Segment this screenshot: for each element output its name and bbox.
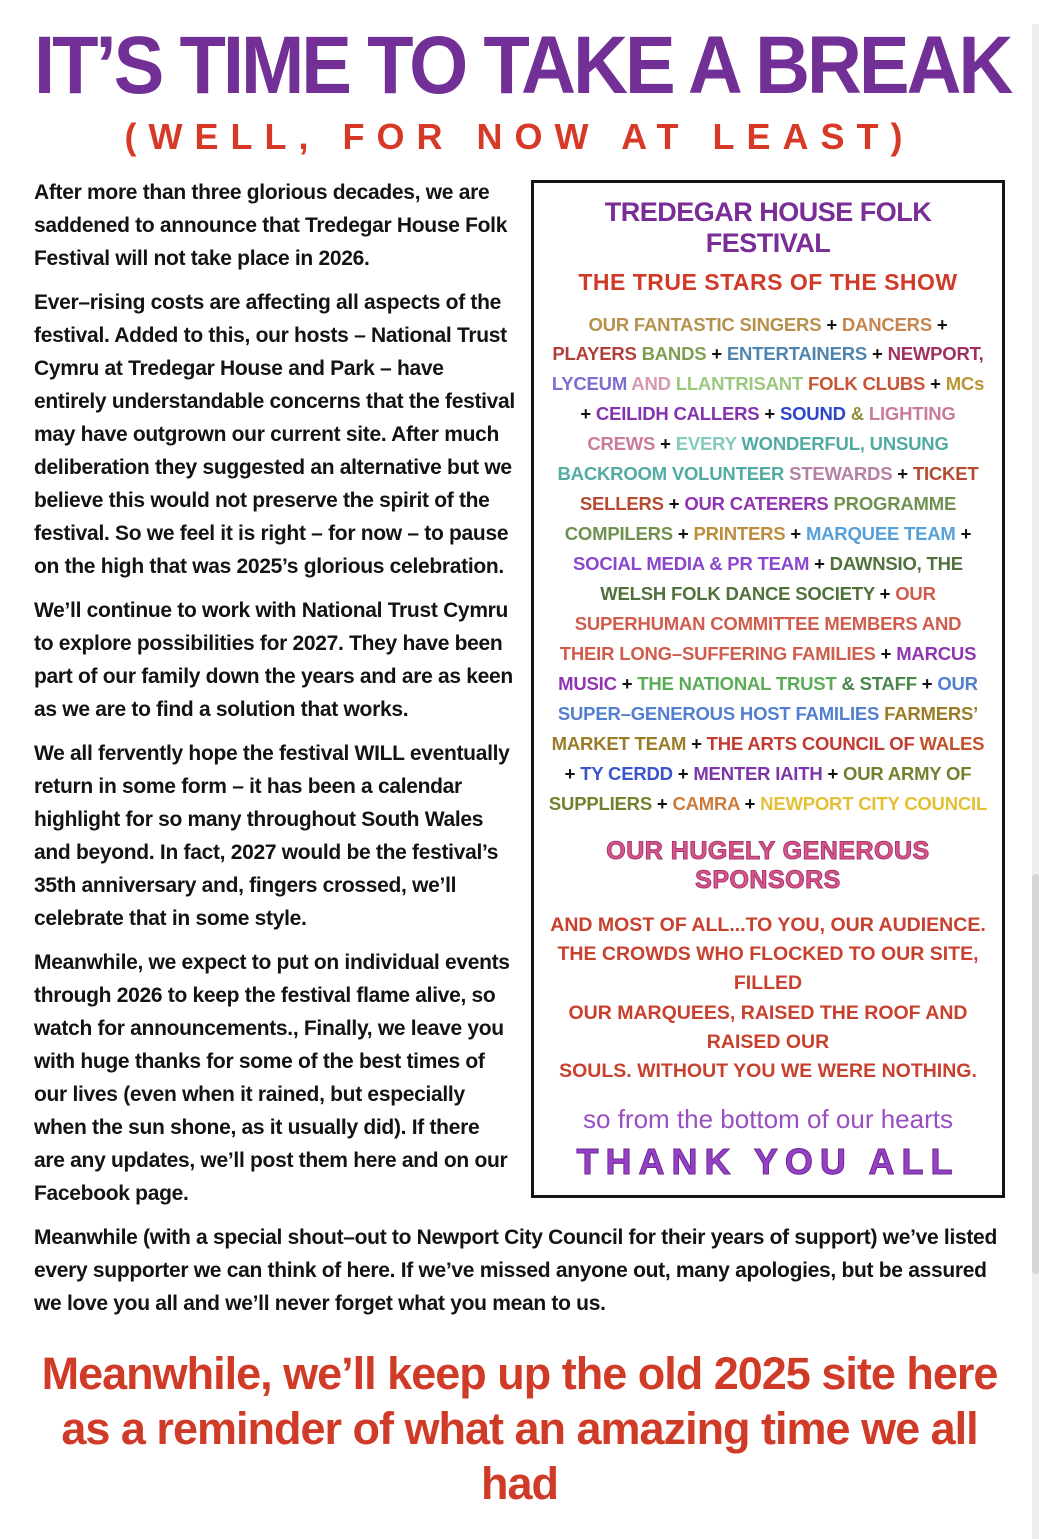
credit-segment: CAMRA: [672, 793, 740, 815]
credit-segment: STEWARDS: [789, 463, 893, 485]
credit-segment: +: [660, 433, 671, 455]
credit-segment: +: [827, 763, 839, 785]
credit-segment: +: [814, 553, 825, 575]
credit-segment: TICKET SELLERS: [579, 463, 979, 515]
credit-segment: LIGHTING CREWS: [587, 403, 956, 455]
credit-segment: LYCEUM: [551, 373, 628, 395]
credit-segment: +: [960, 523, 972, 545]
paragraph: Meanwhile, we expect to put on individual events through 2026 to keep the festival flame alive, so watch for announcements., Finally, we leave you with huge thanks for some of the best times of our lives (even when it rained, but especially when the sun shone, as it usually did). If there are any updates, we’ll post them here and on our Facebook page.: [34, 950, 510, 1205]
credit-segment: DANCERS: [841, 313, 932, 335]
thank-you-heading: THANK YOU ALL: [576, 1141, 960, 1183]
credit-segment: &: [850, 403, 864, 425]
credit-segment: PLAYERS: [552, 343, 637, 365]
credit-segment: +: [677, 523, 689, 545]
audience-tribute: AND MOST OF ALL...TO YOU, OUR AUDIENCE. THE CROWDS WHO FLOCKED TO OUR SITE, FILLED OUR MARQUEES, RAISED THE ROOF AND RAISED OUR SOULS. WITHOUT YOU WE WERE NOTHING.: [550, 913, 986, 1083]
credit-segment: +: [580, 403, 591, 425]
credit-segment: DAWNSIO, THE WELSH FOLK DANCE SOCIETY: [600, 553, 963, 605]
paragraph: We all fervently hope the festival WILL eventually return in some form – it has been a calendar highlight for so many throughout South Wales and beyond. In fact, 2027 would be the festival’s 35th anniversary and, fingers crossed, we’ll celebrate that in some style.: [34, 741, 510, 930]
credit-segment: +: [711, 343, 722, 365]
credit-segment: LLANTRISANT: [675, 373, 804, 395]
credit-segment: OUR ARMY OF SUPPLIERS: [548, 763, 972, 815]
panel-title: TREDEGAR HOUSE FOLK FESTIVAL: [604, 196, 932, 258]
scrollbar-track[interactable]: [1032, 24, 1039, 1539]
credit-segment: NEWPORT CITY COUNCIL: [760, 793, 988, 815]
credit-segment: +: [764, 403, 775, 425]
credit-segment: OUR SUPERHUMAN COMMITTEE MEMBERS AND THEIR LONG–SUFFERING FAMILIES: [559, 583, 962, 665]
credit-segment: +: [880, 643, 892, 665]
page-title: IT’S TIME TO TAKE A BREAK: [34, 19, 1011, 112]
paragraph: Meanwhile (with a special shout–out to Newport City Council for their years of support) we’ve listed every supporter we can think of here. If we’ve missed anyone out, many apologies, but be assured we love you all and we’ll never forget what you mean to us.: [34, 1225, 997, 1315]
credit-segment: +: [930, 373, 941, 395]
credit-segment: ENTERTAINERS: [726, 343, 868, 365]
credit-segment: OUR CATERERS: [684, 493, 829, 515]
panel-subtitle: THE TRUE STARS OF THE SHOW: [578, 268, 958, 295]
credit-segment: THE ARTS COUNCIL OF: [706, 733, 915, 755]
credit-segment: +: [691, 733, 702, 755]
credit-segment: OUR SUPER–GENEROUS HOST FAMILIES: [557, 673, 978, 725]
credit-segment: +: [897, 463, 908, 485]
credit-segment: PROGRAMME COMPILERS: [564, 493, 957, 545]
paragraph: We’ll continue to work with National Trust Cymru to explore possibilities for 2027. They have been part of our family down the years and are as keen as we are to find a solution that works.: [34, 598, 513, 721]
credit-segment: +: [921, 673, 933, 695]
credit-segment: +: [668, 493, 680, 515]
content-area: [34, 176, 1005, 1320]
credit-segment: FARMERS’ MARKET TEAM: [551, 703, 979, 755]
credit-segment: +: [564, 763, 576, 785]
credits-list: [546, 310, 990, 819]
closing-heading: Meanwhile, we’ll keep up the old 2025 site here as a reminder of what an amazing time we all had: [41, 1347, 998, 1509]
credit-segment: +: [744, 793, 756, 815]
credit-segment: +: [790, 523, 801, 545]
credit-segment: THE NATIONAL TRUST: [637, 673, 837, 695]
credit-segment: WALES: [919, 733, 985, 755]
credit-segment: MCs: [945, 373, 985, 395]
sponsors-heading: OUR HUGELY GENEROUS SPONSORS: [606, 836, 930, 894]
credit-segment: PRINTERS: [693, 523, 786, 545]
credit-segment: +: [872, 343, 883, 365]
credit-segment: AND: [631, 373, 671, 395]
credit-segment: +: [621, 673, 633, 695]
credit-segment: BANDS: [641, 343, 707, 365]
credit-segment: MARQUEE TEAM: [805, 523, 956, 545]
credit-segment: +: [677, 763, 689, 785]
credit-segment: SOUND: [779, 403, 846, 425]
credit-segment: +: [936, 313, 948, 335]
credit-segment: FOLK CLUBS: [807, 373, 926, 395]
announcement-page: [0, 19, 1039, 1539]
credit-segment: & STAFF: [841, 673, 917, 695]
credit-segment: MARCUS MUSIC: [558, 643, 977, 695]
hearts-line: so from the bottom of our hearts: [583, 1104, 953, 1135]
page-subtitle: (WELL, FOR NOW AT LEAST): [124, 115, 915, 157]
paragraph: After more than three glorious decades, we are saddened to announce that Tredegar House Folk Festival will not take place in 2026.: [34, 180, 508, 270]
credit-segment: WONDERFUL, UNSUNG BACKROOM VOLUNTEER: [557, 433, 949, 485]
credit-segment: +: [879, 583, 891, 605]
credit-segment: +: [826, 313, 837, 335]
credit-segment: SOCIAL MEDIA & PR TEAM: [573, 553, 810, 575]
credit-segment: OUR FANTASTIC SINGERS: [588, 313, 822, 335]
credit-segment: NEWPORT,: [887, 343, 984, 365]
paragraph: Ever–rising costs are affecting all aspects of the festival. Added to this, our hosts – National Trust Cymru at Tredegar House and Park – have entirely understandable concerns that the festival may have outgrown our current site. After much deliberation they suggested an alternative but we believe this would not preserve the spirit of the festival. So we feel it is right – for now – to pause on the high that was 2025’s glorious celebration.: [34, 290, 515, 578]
credit-segment: MENTER IAITH: [693, 763, 823, 785]
scrollbar-thumb[interactable]: [1032, 874, 1039, 1274]
credit-segment: TY CERDD: [580, 763, 673, 785]
credits-panel: [531, 180, 1005, 1199]
credit-segment: EVERY: [675, 433, 737, 455]
credit-segment: CEILIDH CALLERS: [595, 403, 760, 425]
credit-segment: +: [656, 793, 668, 815]
